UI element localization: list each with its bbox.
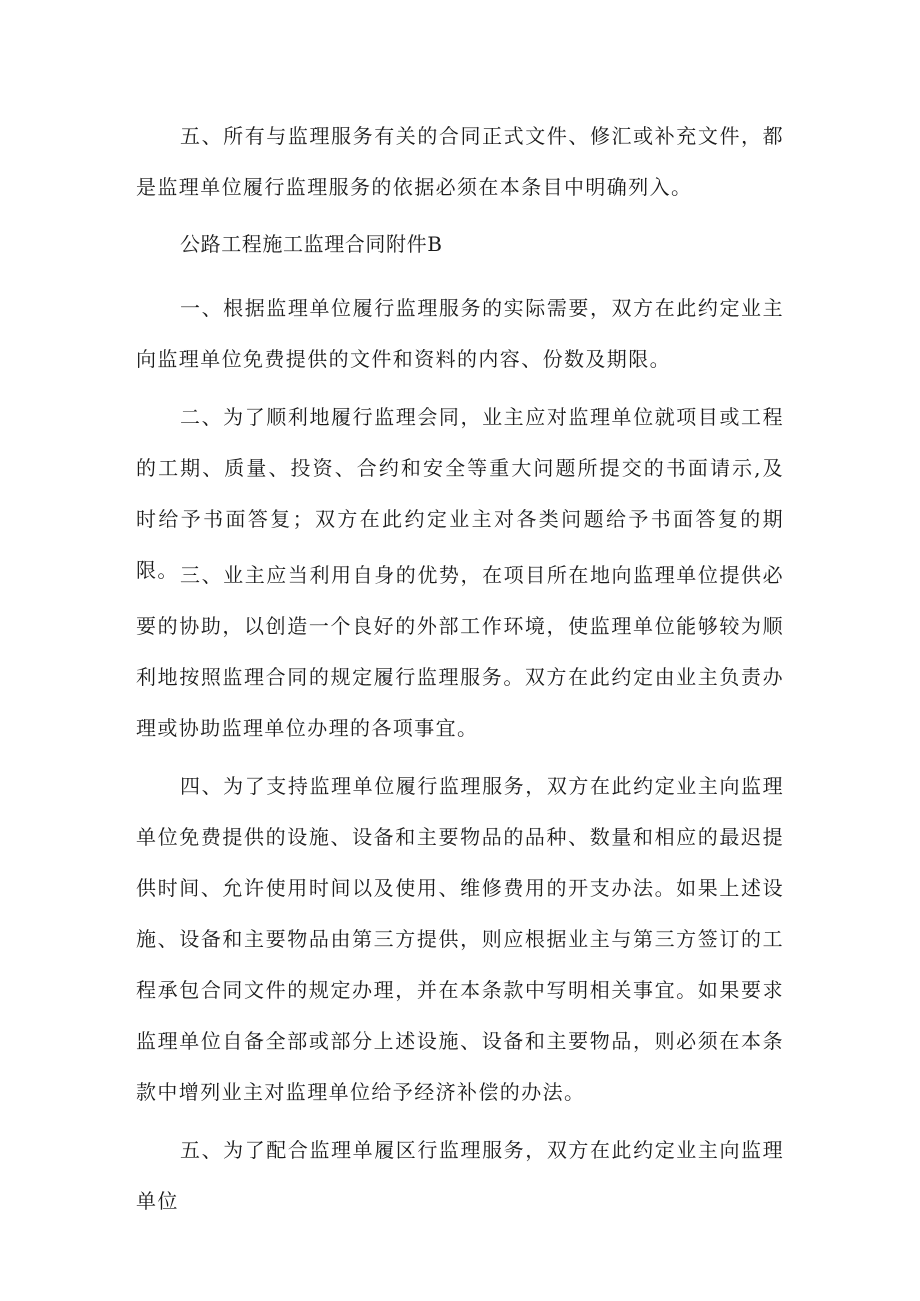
- paragraph-clause-3-assistance: 三、业主应当利用自身的优势，在项目所在地向监理单位提供必要的协助，以创造一个良好的外部工作环境，使监理单位能够较为顺利地按照监理合同的规定履行监理服务。双方在此约定由业主负责办理或协助监理单位办理的各项事宜。: [136, 563, 784, 740]
- annex-b-heading: 公路工程施工监理合同附件B: [180, 232, 443, 256]
- paragraph-clause-1-documents: 一、根据监理单位履行监理服务的实际需要，双方在此约定业主向监理单位免费提供的文件和资料的内容、份数及期限。: [136, 296, 784, 371]
- paragraph-clause-2-written-reply: 二、为了顺利地履行监理会同，业主应对监理单位就项目或工程的工期、质量、投资、合约和安全等重大问题所提交的书面请示,及时给予书面答复；双方在此约定业主对各类问题给予书面答复的期限。: [136, 405, 784, 582]
- paragraph-clause-5-cooperation: 五、为了配合监理单履区行监理服务，双方在此约定业主向监理单位: [136, 1138, 784, 1213]
- paragraph-clause-4-facilities: 四、为了支持监理单位履行监理服务，双方在此约定业主向监理单位免费提供的设施、设备和主要物品的品种、数量和相应的最迟提供时间、允许使用时间以及使用、维修费用的开支办法。如果上述设施、设备和主要物品由第三方提供，则应根据业主与第三方签订的工程承包合同文件的规定办理，并在本条款中写明相关事宜。如果要求监理单位自备全部或部分上述设施、设备和主要物品，则必须在本条款中增列业主对监理单位给予经济补偿的办法。: [136, 774, 784, 1104]
- paragraph-clause-5-contract-documents: 五、所有与监理服务有关的合同正式文件、修汇或补充文件，都是监理单位履行监理服务的依据必须在本条目中明确列入。: [136, 124, 784, 199]
